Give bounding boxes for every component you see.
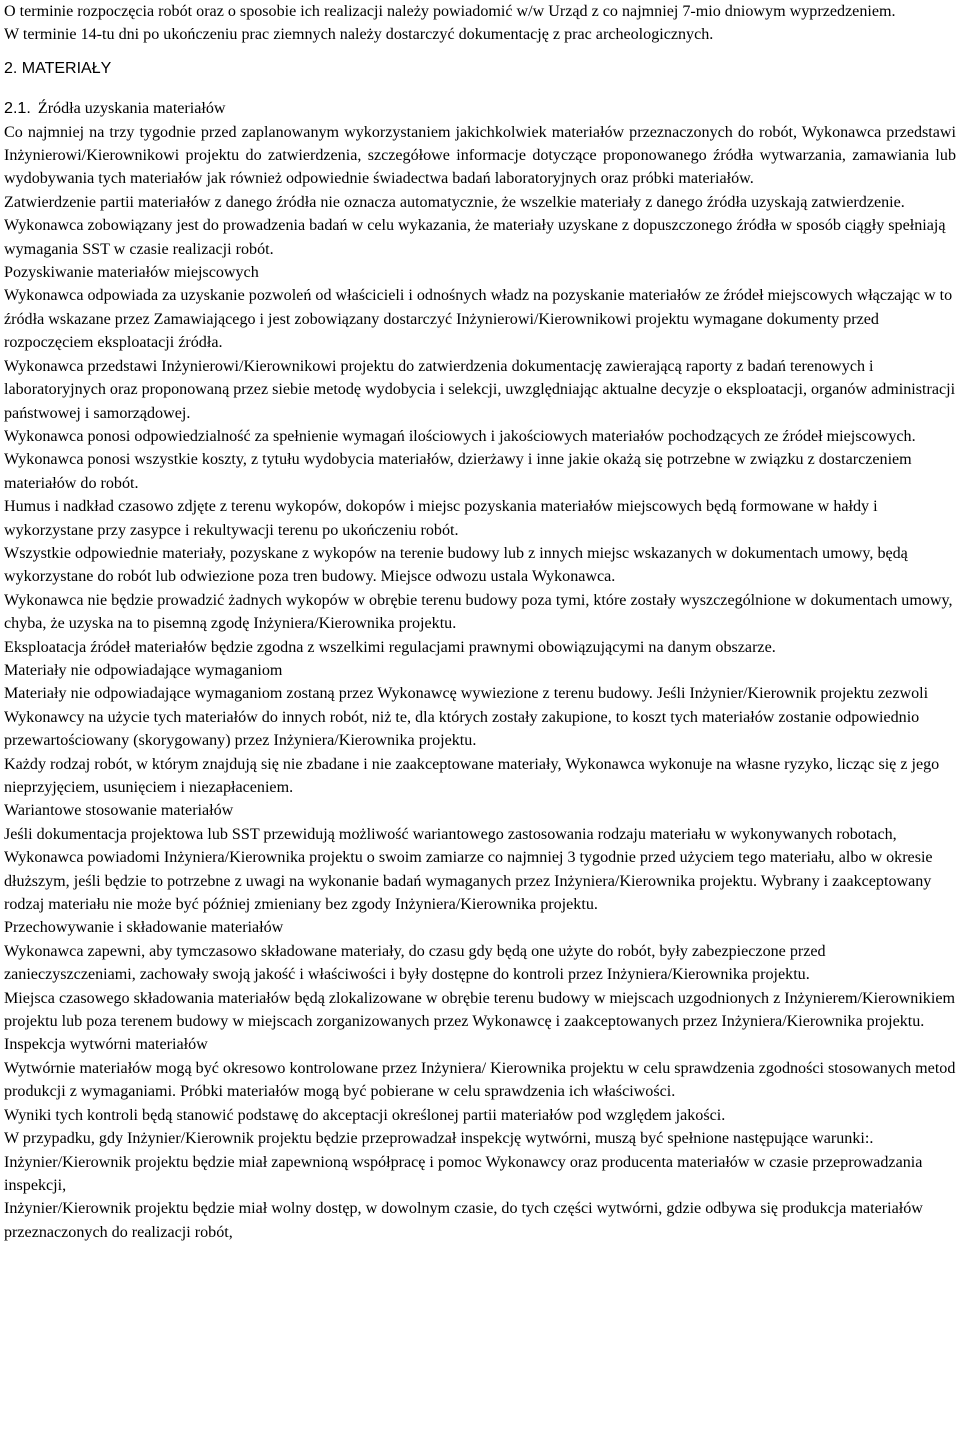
body-paragraph: Co najmniej na trzy tygodnie przed zaplanowanym wykorzystaniem jakichkolwiek materiałów przeznaczonych do robót, Wykonawca przedstawi Inżynierowi/Kierownikowi projektu do zatwierdzenia, szczegółowe informacje dotyczące proponowanego źródła wytwarzania, zamawiania lub wydobywania tych materiałów jak również odpowiednie świadectwa badań laboratoryjnych oraz próbki materiałów.: [4, 123, 956, 188]
body-paragraph: Wykonawca ponosi wszystkie koszty, z tytułu wydobycia materiałów, dzierżawy i inne jakie okażą się potrzebne w związku z dostarczeniem materiałów do robót.: [4, 451, 912, 492]
paragraph-heading: Materiały nie odpowiadające wymaganiom: [4, 661, 283, 679]
body-paragraph: Wykonawca zobowiązany jest do prowadzenia badań w celu wykazania, że materiały uzyskane z dopuszczonego źródła w sposób ciągły spełniają wymagania SST w czasie realizacji robót.: [4, 217, 946, 258]
body-paragraph: Miejsca czasowego składowania materiałów będą zlokalizowane w obrębie terenu budowy w miejscach uzgodnionych z Inżynierem/Kierownikiem projektu lub poza terenem budowy w miejscach zorganizowanych przez Wykonawcę i zaakceptowanych przez Inżyniera/Kierownika projektu.: [4, 989, 955, 1031]
body-paragraph: Wszystkie odpowiednie materiały, pozyskane z wykopów na terenie budowy lub z innych miejsc wskazanych w dokumentach umowy, będą wykorzystane do robót lub odwiezione poza tren budowy. Miejsce odwozu ustala Wykonawca.: [4, 544, 908, 586]
paragraph-heading: Pozyskiwanie materiałów miejscowych: [4, 264, 259, 282]
body-paragraph: Wykonawca przedstawi Inżynierowi/Kierownikowi projektu do zatwierdzenia dokumentację zawierającą raporty z badań terenowych i laboratoryjnych oraz proponowaną przez siebie metodę wydobycia i selekcji, uwzględniając aktualne decyzje o eksploatacji, organów administracji państwowej i samorządowej.: [4, 357, 956, 422]
intro-paragraph-1: O terminie rozpoczęcia robót oraz o sposobie ich realizacji należy powiadomić w/w Urząd z co najmniej 7-mio dniowym wyprzedzeniem.: [4, 3, 896, 20]
section-title: 2. MATERIAŁY: [4, 59, 112, 77]
body-paragraph: Każdy rodzaj robót, w którym znajdują się nie zbadane i nie zaakceptowane materiały, Wykonawca wykonuje na własne ryzyko, licząc się z jego nieprzyjęciem, usunięciem i niezapłaceniem.: [4, 755, 940, 796]
body-paragraph: Wykonawca zapewni, aby tymczasowo składowane materiały, do czasu gdy będą one użyte do robót, były zabezpieczone przed zanieczyszczeniami, zachowały swoją jakość i właściwości i były dostępne do kontroli przez Inżyniera/Kierownika projektu.: [4, 942, 826, 984]
body-paragraph: Wytwórnie materiałów mogą być okresowo kontrolowane przez Inżyniera/ Kierownika projektu w celu sprawdzenia zgodności stosowanych metod produkcji z wymaganiami. Próbki materiałów mogą być pobierane w celu sprawdzenia ich właściwości.: [4, 1059, 956, 1101]
body-paragraph: Zatwierdzenie partii materiałów z danego źródła nie oznacza automatycznie, że wszelkie materiały z danego źródła uzyskają zatwierdzenie.: [4, 193, 905, 211]
body-paragraph: Eksploatacja źródeł materiałów będzie zgodna z wszelkimi regulacjami prawnymi obowiązującymi na danym obszarze.: [4, 638, 776, 656]
paragraph-heading: Inspekcja wytwórni materiałów: [4, 1036, 208, 1054]
body-paragraph: W przypadku, gdy Inżynier/Kierownik projektu będzie przeprowadzał inspekcję wytwórni, muszą być spełnione następujące warunki:.: [4, 1130, 874, 1148]
body-paragraph: Jeśli dokumentacja projektowa lub SST przewidują możliwość wariantowego zastosowania rodzaju materiału w wykonywanych robotach, Wykonawca powiadomi Inżyniera/Kierownika projektu o swoim zamiarze co najmniej 3 tygodnie przed użyciem tego materiału, albo w okresie dłuższym, jeśli będzie to potrzebne z uwagi na wykonanie badań wymaganych przez Inżyniera/Kierownika projektu. Wybrany i zaakceptowany rodzaj materiału nie może być później zmieniany bez zgody Inżyniera/Kierownika projektu.: [4, 825, 933, 914]
body-paragraph: Wykonawca ponosi odpowiedzialność za spełnienie wymagań ilościowych i jakościowych materiałów pochodzących ze źródeł miejscowych.: [4, 427, 916, 445]
subsection-heading: [4, 97, 956, 120]
paragraph-heading: Wariantowe stosowanie materiałów: [4, 802, 234, 820]
paragraph-heading: Przechowywanie i składowanie materiałów: [4, 919, 284, 937]
body-paragraph: Inżynier/Kierownik projektu będzie miał zapewnioną współpracę i pomoc Wykonawcy oraz producenta materiałów w czasie przeprowadzania inspekcji,: [4, 1153, 923, 1194]
body-paragraph: Materiały nie odpowiadające wymaganiom zostaną przez Wykonawcę wywiezione z terenu budowy. Jeśli Inżynier/Kierownik projektu zezwoli Wykonawcy na użycie tych materiałów do innych robót, niż te, dla których zostały zakupione, to koszt tych materiałów zostanie odpowiednio przewartościowany (skorygowany) przez Inżyniera/Kierownika projektu.: [4, 685, 929, 750]
body-paragraph: Wykonawca odpowiada za uzyskanie pozwoleń od właścicieli i odnośnych władz na pozyskanie materiałów ze źródeł miejscowych włączając w to źródła wskazane przez Zamawiającego i jest zobowiązany dostarczyć Inżynierowi/Kierownikowi projektu wymagane dokumenty przed rozpoczęciem eksploatacji źródła.: [4, 287, 953, 352]
intro-paragraph-2: W terminie 14-tu dni po ukończeniu prac ziemnych należy dostarczyć dokumentację z prac archeologicznych.: [4, 26, 714, 44]
subsection-number: 2.1.: [4, 99, 31, 118]
body-paragraph: Wykonawca nie będzie prowadzić żadnych wykopów w obrębie terenu budowy poza tymi, które zostały wyszczególnione w dokumentach umowy, chyba, że uzyska na to pisemną zgodę Inżyniera/Kierownika projektu.: [4, 591, 953, 633]
body-paragraph: Inżynier/Kierownik projektu będzie miał wolny dostęp, w dowolnym czasie, do tych części wytwórni, gdzie odbywa się produkcja materiałów przeznaczonych do realizacji robót,: [4, 1200, 923, 1241]
body-paragraph: Humus i nadkład czasowo zdjęte z terenu wykopów, dokopów i miejsc pozyskania materiałów miejscowych będą formowane w hałdy i wykorzystane przy zasypce i rekultywacji terenu po ukończeniu robót.: [4, 498, 878, 539]
subsection-title: Źródła uzyskania materiałów: [37, 100, 226, 118]
body-paragraph: Wyniki tych kontroli będą stanowić podstawę do akceptacji określonej partii materiałów pod względem jakości.: [4, 1106, 726, 1124]
